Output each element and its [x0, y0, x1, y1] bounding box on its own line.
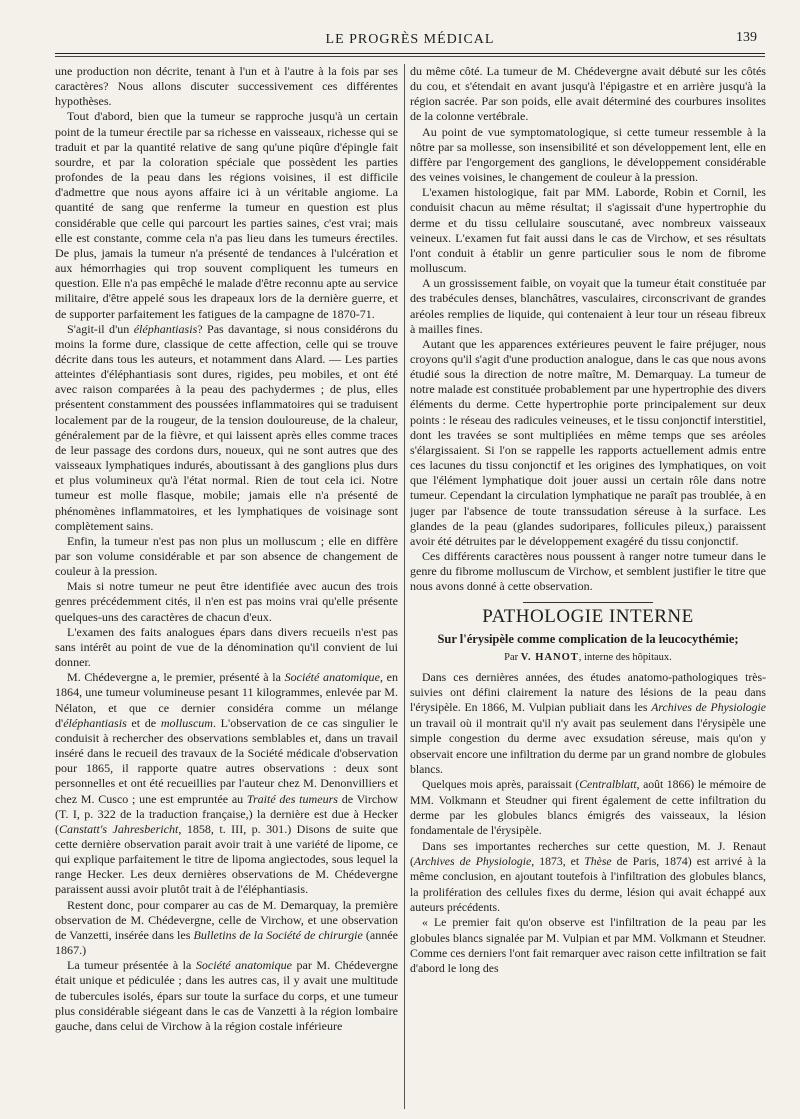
italic-term: Centralblatt — [579, 778, 637, 792]
text-run: . L'observation de ce cas singulier le conduisit à rechercher des observations semblables et, dans un travail inséré dans le recueil des travaux de la Société médicale d'observation pour 1865, il rapporte quatre autres observations : deux sont personnelles et ont été recueillies par l'auteur chez M. Denonvilliers et chez M. Cusco ; une est empruntée au — [55, 715, 398, 806]
text-run: , 1858, t. III, p. 301.) Disons de suite que cette dernière observation parait avoir trait à une variété de lipome, ce qui explique parfaitement le titre de lipoma angiectodes, sous lequel la range Hecker. Les deux dernières observations de M. Chédevergne paraissent aussi avoir plutôt trait à de l'éléphantiasis. — [55, 821, 398, 897]
paragraph — [55, 898, 398, 959]
text-run: , en 1864, une tumeur volumineuse pesant 11 kilogrammes, enlevée par M. Nélaton, et que ce dernier considéra comme un mélange d' — [55, 670, 398, 730]
right-column — [410, 64, 766, 1114]
page-number: 139 — [736, 30, 757, 45]
paragraph: Mais si notre tumeur ne peut être identifiée avec aucun des trois genres précédemment cités, il n'en est pas moins vrai qu'elle présente quelques-uns des caractères de chacun d'eux. — [55, 579, 398, 624]
italic-term: Canstatt's Jahresbericht — [59, 821, 179, 836]
italic-term: éléphantiasis — [133, 321, 198, 336]
italic-term: Archives de Physiologie — [651, 701, 766, 715]
italic-term: Société anatomique — [284, 670, 380, 685]
paragraph — [55, 958, 398, 1034]
text-run: S'agit-il d'un — [67, 321, 134, 336]
italic-term: Bulletins de la Société de chirurgie — [193, 927, 363, 942]
header-rule — [55, 53, 765, 54]
paragraph: Ces différents caractères nous poussent à ranger notre tumeur dans le genre du fibrome molluscum de Virchow, et semblent justifier le titre que nous avons donné à cette observation. — [410, 549, 766, 594]
text-run: un travail où il montrait qu'il n'y avait pas seulement dans l'érysipèle une simple congestion du derme avec exsudation séreuse, mais qu'on y observait encore une infiltration du derme par un grand nombre de globules blancs. — [410, 716, 766, 776]
text-run: M. Chédevergne a, le premier, présenté à la — [67, 670, 285, 685]
italic-term: éléphantiasis — [63, 715, 127, 730]
text-run: , interne des hôpitaux. — [578, 651, 672, 663]
paragraph — [55, 322, 398, 534]
section-rule — [523, 602, 653, 603]
text-run: , août 1866) le mémoire de MM. Volkmann et Steudner qui firent également de cette infiltration du derme par les globules blancs émigrés des vaisseaux, la lésion fondamentale de l'érysipèle. — [410, 778, 766, 838]
italic-term: Société anatomique — [195, 958, 293, 973]
paragraph — [55, 670, 398, 897]
text-run: et de — [126, 715, 161, 730]
italic-term: Archives de Physiologie — [413, 854, 532, 868]
text-run: Restent donc, pour comparer au cas de M. Demarquay, la première observation de M. Chédevergne, celle de Virchow, et une observation de Vanzetti, insérée dans les — [55, 897, 398, 942]
article-byline — [410, 650, 766, 665]
paragraph: A un grossissement faible, on voyait que la tumeur était constituée par des trabécules denses, blanchâtres, vasculaires, circonscrivant de grandes aréoles remplies de liquide, qui contenaient à leur tour un réseau fibreux à mailles fines. — [410, 276, 766, 336]
paragraph: « Le premier fait qu'on observe est l'infiltration de la peau par les globules blancs signalée par M. Vulpian et par MM. Volkmann et Steudner. Comme ces derniers l'ont fait remarquer avec raison cette infiltration se fait d'abord le long des — [410, 916, 766, 976]
text-run: Dans ses importantes recherches sur cette question, M. J. Renaut ( — [410, 839, 766, 868]
paragraph: du même côté. La tumeur de M. Chédevergne avait débuté sur les côtés du cou, et s'étendait en avant jusqu'à l'épigastre et en arrière jusqu'à la région sacrée. Par son poids, elle avait déterminé des courbures insolites de la colonne vertébrale. — [410, 64, 766, 124]
paragraph: L'examen des faits analogues épars dans divers recueils n'est pas sans intérêt au point de vue de la dénomination qu'il convient de lui donner. — [55, 624, 398, 670]
header-rule-thin — [55, 56, 765, 57]
text-run: (année 1867.) — [55, 927, 398, 958]
text-run: de Paris, 1874) est arrivé à la même conclusion, en ajoutant toutefois à l'infiltration des globules blancs, la prolifération des cellules fixes du derme, lésion qui avait échappé aux auteurs précédents. — [410, 854, 766, 914]
paragraph — [410, 670, 766, 777]
text-run: de Virchow (T. I, p. 322 de la traduction française,) la dernière est due à Hecker ( — [55, 791, 398, 836]
paragraph: Tout d'abord, bien que la tumeur se rapproche jusqu'à un certain point de la tumeur érectile par sa richesse en vaisseaux, richesse qui se traduit et par la quantité relative de sang qu'une piqûre d'épingle fait sourdre, et par la coloration spéciale que possèdent les parties profondes de la peau dans les régions voisines, il est difficile d'admettre que nous ayons affaire ici à un véritable angiome. La quantité de sang que renferme la tumeur en question est plus considérable que celle qui parcourt les parties saines, c'est vrai; mais elle est constante, comme cela n'a pas lieu dans les tumeurs érectiles. De plus, jamais la tumeur n'a présenté de tendances à l'ulcération et aux hémorrhagies qui trop souvent compliquent les tumeurs en question. Elle n'a pas empêché le malade d'être reconnu apte au service militaire, d'être appelé sous les drapeaux lors de la dernière guerre, et de supporter parfaitement les fatigues de la campagne de 1870-71. — [55, 109, 398, 321]
text-run: ? Pas davantage, si nous considérons du moins la forme dure, classique de cette affection, celle qui se trouve décrite dans tous les auteurs, et notamment dans Alard. — Les parties atteintes d'éléphantiasis sont dures, rigides, peu mobiles, et ont été avec raison comparées à la peau des pachydermes ; de plus, elles présentent constamment des poussées inflammatoires qui se traduisent localement par de la rougeur, de la tension douloureuse, de la chaleur, généralement par de la fièvre, et qui laissent après elles comme traces de leur passage des cordons durs, noueux, qui ne sont autres que des vaisseaux lymphatiques indurés, aboutissant à des ganglions plus durs et plus volumineux qu'à l'état normal. Rien de tout cela ici. Notre tumeur est molle flasque, mobile; jamais elle n'a présenté de phénomènes inflammatoires, et les lymphatiques de voisinage sont complètement sains. — [55, 321, 398, 533]
paragraph: Enfin, la tumeur n'est pas non plus un molluscum ; elle en diffère par son volume considérable et par son absence de changement de couleur à la pression. — [55, 533, 398, 579]
text-run: par M. Chédevergne était unique et pédiculée ; dans les autres cas, il y avait une multitude de tubercules isolés, épars sur toute la surface du corps, et une tumeur plus considérable siégeant dans le cas de Vanzetti à la région lombaire gauche, dans celui de Virchow à la région costale inférieure — [55, 958, 398, 1033]
italic-term: Thèse — [584, 854, 612, 868]
paragraph — [410, 777, 766, 838]
paragraph: Au point de vue symptomatologique, si cette tumeur ressemble à la nôtre par sa mollesse, son insensibilité et son développement lent, elle en diffère par l'engorgement des ganglions, le développement considérable des veines voisines, le changement de couleur à la pression. — [410, 124, 766, 185]
running-header — [55, 28, 765, 54]
paragraph: une production non décrite, tenant à l'un et à l'autre à la fois par ses caractères? Nous allons discuter successivement ces différentes hypothèses. — [55, 64, 398, 109]
section-title: PATHOLOGIE INTERNE — [482, 606, 694, 628]
text-run: Quelques mois après, paraissait ( — [422, 778, 580, 792]
author-name: V. HANOT — [520, 651, 579, 663]
paragraph — [410, 839, 766, 916]
column-divider — [404, 64, 405, 1109]
text-run: Dans ces dernières années, des études anatomo-pathologiques très-suivies ont défini clairement la nature des lésions de la peau dans l'érysipèle. En 1866, M. Vulpian publiait dans les — [410, 670, 766, 715]
italic-term: molluscum — [160, 715, 214, 730]
article-title: Sur l'érysipèle comme complication de la leucocythémie; — [437, 631, 739, 646]
paragraph: L'examen histologique, fait par MM. Laborde, Robin et Cornil, les conduisit chacun au même résultat; il s'agissait d'une hypertrophie du derme et du tissu cellulaire souscutané, avec nombreux vaisseaux veineux. L'examen fut fait aussi dans le cas de Virchow, et ses résultats l'ont conduit à établir un genre particulier sous le nom de fibrome molluscum. — [410, 185, 766, 276]
text-run: Par — [504, 651, 521, 663]
article-body — [410, 670, 766, 977]
text-run: La tumeur présentée à la — [67, 958, 196, 973]
text-run: , 1873, et — [531, 854, 585, 868]
left-column — [55, 64, 398, 1114]
paragraph: Autant que les apparences extérieures peuvent le faire préjuger, nous croyons qu'il s'agit d'une production analogue, dans le cas que nous avons étudié sous la direction de notre maître, M. Demarquay. La tumeur de notre malade est constituée probablement par une hypertrophie des divers éléments du derme. Cette hypertrophie porte principalement sur deux points : le réseau des radicules veineuses, et le tissu conjonctif interstitiel, dont les travées se sont multipliées en même temps que ses aréoles s'élargissaient. Si l'on se rappelle les rapports actuellement admis entre ces lacunes du tissu conjonctif et les origines des lymphatiques, on voit que l'élément lymphatique doit jouer aussi un certain rôle dans notre tumeur. Cependant la circulation lymphatique ne paraît pas troublée, à en juger par l'absence de toute transsudation séreuse à la surface. Les glandes de la peau (glandes sudoripares, follicules pileux,) paraissent avoir été détruites par le développement exagéré du tissu conjonctif. — [410, 336, 766, 548]
italic-term: Traité des tumeurs — [246, 791, 338, 806]
journal-title: LE PROGRÈS MÉDICAL — [325, 32, 495, 47]
